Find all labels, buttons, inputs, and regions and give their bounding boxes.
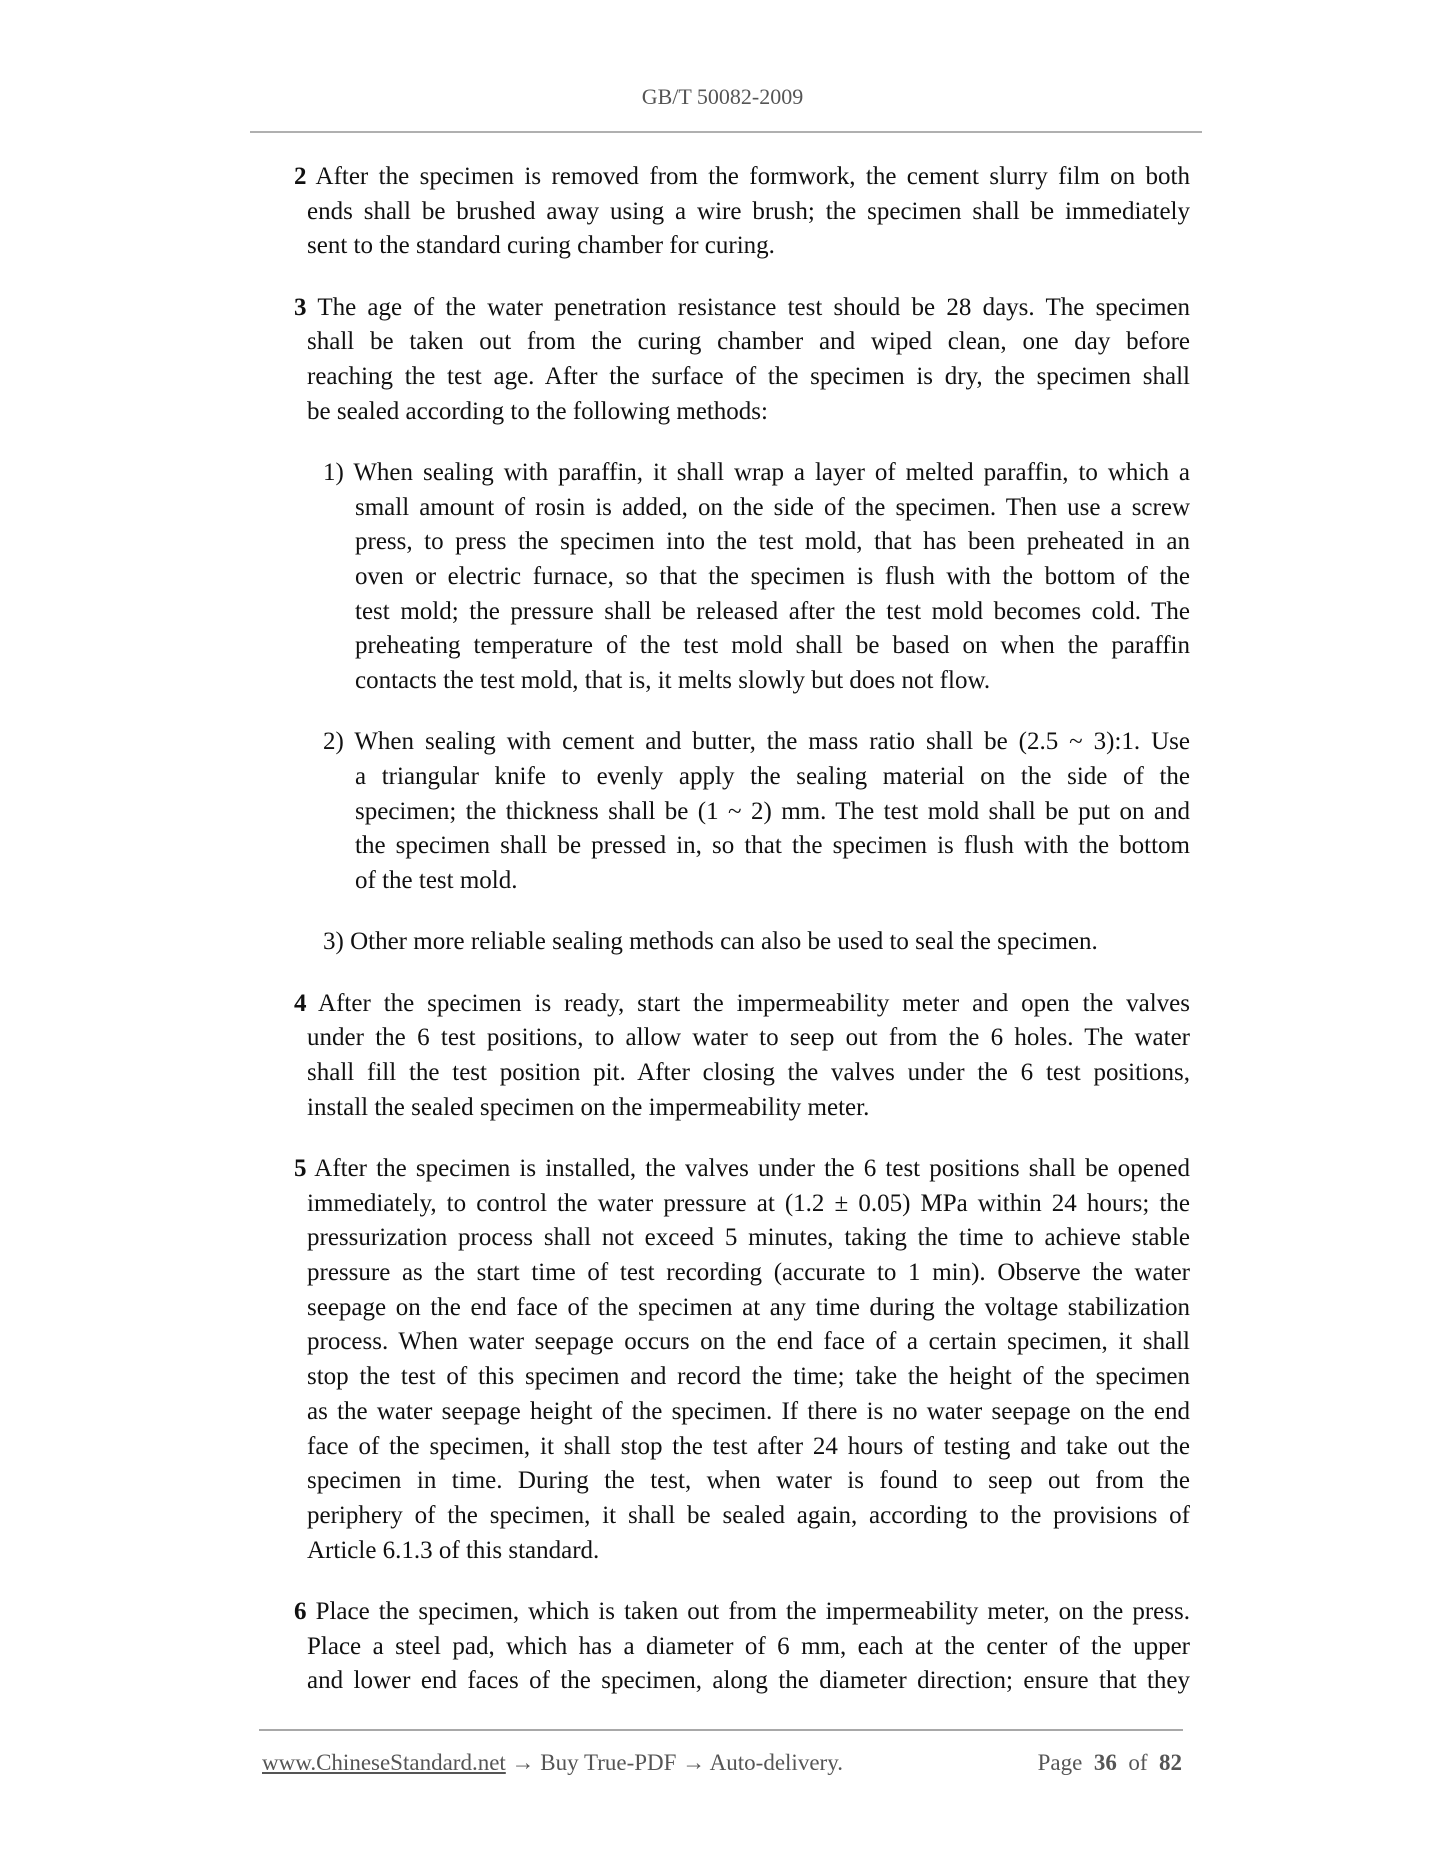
text-line [323, 456, 1190, 491]
line-text: test mold; the pressure shall be released after the test mold becomes cold. The [355, 597, 1190, 625]
line-text: After the specimen is ready, start the impermeability meter and open the valves [318, 989, 1190, 1017]
text-line [355, 664, 1190, 699]
list-item [294, 925, 1190, 960]
page-current: 36 [1093, 1750, 1117, 1775]
text-line [355, 560, 1190, 595]
clause-paragraph [294, 291, 1190, 430]
line-text: pressurization process shall not exceed 5 minutes, taking the time to achieve stable [307, 1224, 1190, 1252]
list-number: 1) [323, 458, 344, 486]
website-link[interactable]: www.ChineseStandard.net [262, 1750, 506, 1775]
text-line [294, 160, 1190, 195]
text-line [307, 1056, 1190, 1091]
line-text: Place the specimen, which is taken out from the impermeability meter, on the press. [315, 1597, 1190, 1625]
page-indicator [1038, 1750, 1182, 1776]
line-text: After the specimen is installed, the valves under the 6 test positions shall be opened [314, 1154, 1190, 1182]
text-line [355, 595, 1190, 630]
line-text: oven or electric furnace, so that the specimen is flush with the bottom of the [355, 563, 1190, 591]
text-line [307, 1187, 1190, 1222]
line-text: Other more reliable sealing methods can also be used to seal the specimen. [350, 928, 1098, 956]
line-text: install the sealed specimen on the impermeability meter. [307, 1093, 870, 1121]
line-text: shall fill the test position pit. After closing the valves under the 6 test positions, [307, 1058, 1190, 1086]
text-line [355, 525, 1190, 560]
clause-paragraph [294, 987, 1190, 1126]
text-line [323, 925, 1190, 960]
clause-number: 6 [294, 1597, 307, 1625]
text-line [307, 1256, 1190, 1291]
line-text: pressure as the start time of test recording (accurate to 1 min). Observe the water [307, 1258, 1190, 1286]
text-line [307, 1499, 1190, 1534]
text-line [307, 1291, 1190, 1326]
text-line [307, 360, 1190, 395]
text-line [355, 760, 1190, 795]
text-line [294, 1152, 1190, 1187]
line-text: stop the test of this specimen and record the time; take the height of the specimen [307, 1363, 1190, 1391]
text-line [307, 1221, 1190, 1256]
line-text: specimen in time. During the test, when water is found to seep out from the [307, 1467, 1190, 1495]
line-text: contacts the test mold, that is, it melts slowly but does not flow. [355, 667, 991, 695]
clause-number: 2 [294, 163, 307, 190]
running-header: GB/T 50082-2009 [641, 84, 804, 109]
line-text: sent to the standard curing chamber for curing. [307, 232, 775, 260]
text-line [307, 1325, 1190, 1360]
list-number: 2) [323, 728, 344, 756]
text-line [307, 1360, 1190, 1395]
line-text: small amount of rosin is added, on the side of the specimen. Then use a screw [355, 493, 1190, 521]
text-line [307, 1021, 1190, 1056]
clause-paragraph [294, 1152, 1190, 1568]
clause-number: 3 [294, 293, 307, 321]
arrow-icon: → [682, 1750, 706, 1775]
line-text: After the specimen is removed from the formwork, the cement slurry film on both [315, 163, 1190, 190]
line-text: as the water seepage height of the specimen. If there is no water seepage on the end [307, 1397, 1190, 1425]
text-line [294, 987, 1190, 1022]
line-text: press, to press the specimen into the test mold, that has been preheated in an [355, 528, 1190, 556]
line-text: ends shall be brushed away using a wire brush; the specimen shall be immediately [307, 197, 1190, 225]
text-line [307, 1395, 1190, 1430]
line-text: a triangular knife to evenly apply the sealing material on the side of the [355, 763, 1190, 791]
line-text: be sealed according to the following methods: [307, 397, 768, 425]
line-text: face of the specimen, it shall stop the test after 24 hours of testing and take out the [307, 1432, 1190, 1460]
document-body [294, 160, 1190, 1725]
text-line [355, 795, 1190, 830]
text-line [307, 1664, 1190, 1699]
line-text: When sealing with cement and butter, the mass ratio shall be (2.5 ~ 3):1. Use [354, 728, 1190, 756]
buy-pdf-text: Buy True-PDF [540, 1750, 677, 1775]
text-line [307, 229, 1190, 264]
text-line [294, 291, 1190, 326]
line-text: specimen; the thickness shall be (1 ~ 2) mm. The test mold shall be put on and [355, 797, 1190, 825]
line-text: under the 6 test positions, to allow water to seep out from the 6 holes. The water [307, 1024, 1190, 1052]
line-text: Article 6.1.3 of this standard. [307, 1536, 600, 1564]
clause-number: 4 [294, 989, 307, 1017]
line-text: the specimen shall be pressed in, so that the specimen is flush with the bottom [355, 832, 1190, 860]
page-total: 82 [1159, 1750, 1182, 1775]
list-item [294, 725, 1190, 899]
line-text: of the test mold. [355, 867, 518, 895]
line-text: shall be taken out from the curing chamber and wiped clean, one day before [307, 328, 1190, 356]
line-text: process. When water seepage occurs on the end face of a certain specimen, it shall [307, 1328, 1190, 1356]
line-text: seepage on the end face of the specimen at any time during the voltage stabilization [307, 1293, 1190, 1321]
header-divider [250, 131, 1202, 133]
text-line [307, 1534, 1190, 1569]
auto-delivery-text: Auto-delivery. [709, 1750, 843, 1775]
text-line [307, 1630, 1190, 1665]
text-line [307, 1464, 1190, 1499]
line-text: The age of the water penetration resistance test should be 28 days. The specimen [317, 293, 1190, 321]
text-line [307, 195, 1190, 230]
line-text: periphery of the specimen, it shall be sealed again, according to the provisions of [307, 1501, 1190, 1529]
list-number: 3) [323, 928, 344, 956]
line-text: preheating temperature of the test mold shall be based on when the paraffin [355, 632, 1190, 660]
text-line [355, 629, 1190, 664]
page-label: Page [1037, 1750, 1083, 1775]
list-item [294, 456, 1190, 699]
footer-divider [259, 1729, 1183, 1731]
line-text: reaching the test age. After the surface of the specimen is dry, the specimen shall [307, 363, 1190, 391]
line-text: immediately, to control the water pressure at (1.2 ± 0.05) MPa within 24 hours; the [307, 1189, 1190, 1217]
clause-paragraph [294, 1595, 1190, 1699]
arrow-icon: → [511, 1750, 535, 1775]
text-line [323, 725, 1190, 760]
line-text: When sealing with paraffin, it shall wrap a layer of melted paraffin, to which a [353, 458, 1190, 486]
text-line [307, 1430, 1190, 1465]
text-line [307, 395, 1190, 430]
text-line [355, 864, 1190, 899]
text-line [294, 1595, 1190, 1630]
text-line [355, 829, 1190, 864]
line-text: and lower end faces of the specimen, along the diameter direction; ensure that they [307, 1667, 1190, 1695]
page-footer [262, 1750, 1182, 1776]
text-line [307, 1091, 1190, 1126]
clause-number: 5 [294, 1154, 307, 1182]
line-text: Place a steel pad, which has a diameter of 6 mm, each at the center of the upper [307, 1632, 1190, 1660]
clause-paragraph [294, 160, 1190, 264]
of-label: of [1128, 1750, 1148, 1775]
text-line [355, 491, 1190, 526]
text-line [307, 325, 1190, 360]
